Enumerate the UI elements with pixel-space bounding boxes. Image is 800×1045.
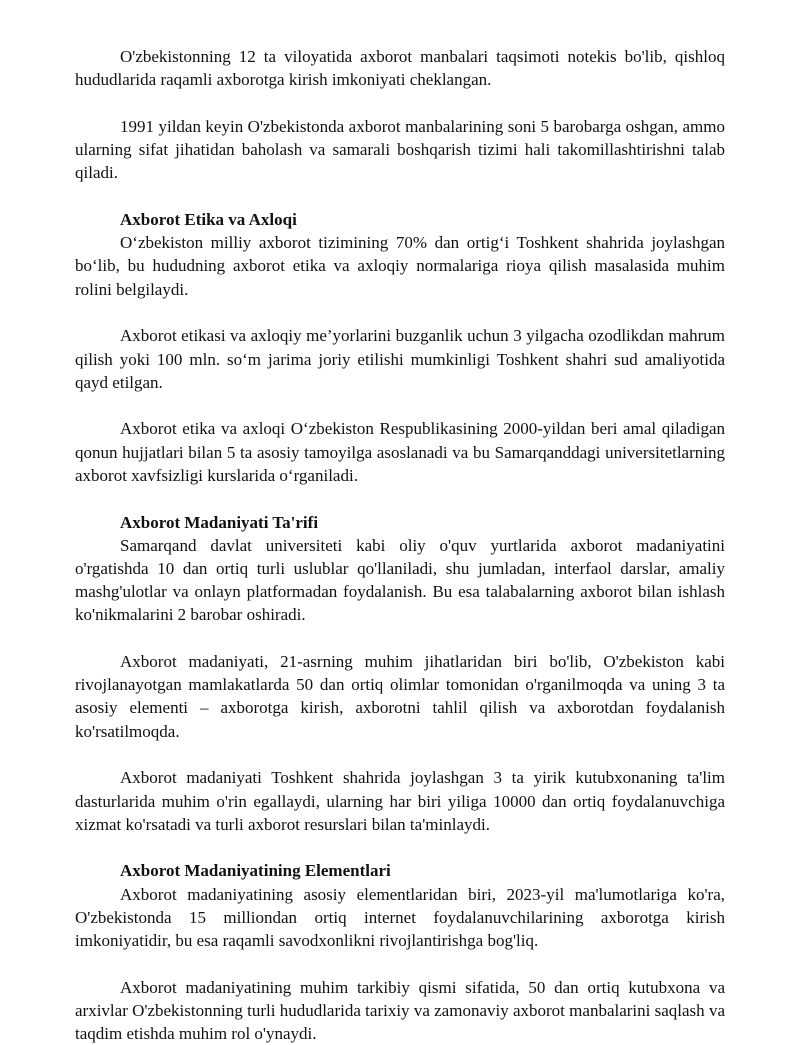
paragraph-spacer <box>75 91 725 115</box>
document-page <box>75 45 725 1045</box>
paragraph-ethics-penalties: Axborot etikasi va axloqiy me’yorlarini buzganlik uchun 3 yilgacha ozodlikdan mahrum qilish yoki 100 mln. so‘m jarima joriy etilishi mumkinligi Toshkent shahri sud amaliyotida qayd etilgan. <box>75 326 725 392</box>
section-spacer <box>75 836 725 860</box>
paragraph-spacer <box>75 394 725 418</box>
heading-culture-elements: Axborot Madaniyatining Elementlari <box>120 861 391 881</box>
heading-ethics: Axborot Etika va Axloqi <box>120 210 297 230</box>
paragraph-ethics-principles: Axborot etika va axloqi O‘zbekiston Respublikasining 2000-yildan beri amal qiladigan qonun hujjatlari bilan 5 ta asosiy tamoyilga asoslanadi va bu Samarqanddagi universitetlarning axborot xavfsizligi kurslarida o‘rganiladi. <box>75 419 725 485</box>
section-spacer <box>75 487 725 511</box>
paragraph-elements-internet: Axborot madaniyatining asosiy elementlaridan biri, 2023-yil ma'lumotlariga ko'ra, O'zbekistonda 15 milliondan ortiq internet foydalanuvchilarining axborotga kirish imkoniyatidir, bu esa raqamli savodxonlikni rivojlantirishga bog'liq. <box>75 884 725 951</box>
heading-culture-definition: Axborot Madaniyati Ta'rifi <box>120 512 319 532</box>
paragraph-culture-methods: Samarqand davlat universiteti kabi oliy o'quv yurtlarida axborot madaniyatini o'rgatishda 10 dan ortiq turli uslublar qo'llaniladi, shu jumladan, interfaol darslar, amaliy mashg'ulotlar va onlayn platformadan foydalanish. Bu esa talabalarning axborot bilan ishlash ko'nikmalarini 2 barobar oshiradi. <box>75 535 725 625</box>
paragraph-spacer <box>75 743 725 767</box>
paragraph-culture-21st-century: Axborot madaniyati, 21-asrning muhim jihatlaridan biri bo'lib, O'zbekiston kabi rivojlanayotgan mamlakatlarda 50 dan ortiq olimlar tomonidan o'rganilmoqda va uning 3 ta asosiy elementi – axborotga kirish, axborotni tahlil qilish va axborotdan foydalanish ko'rsatilmoqda. <box>75 652 725 741</box>
paragraph-ethics-tashkent: O‘zbekiston milliy axborot tizimining 70% dan ortig‘i Toshkent shahrida joylashgan bo‘lib, bu hududning axborot etika va axloqiy normalariga rioya qilish masalasida muhim rolini belgilaydi. <box>75 233 725 299</box>
section-spacer <box>75 185 725 209</box>
paragraph-elements-archives: Axborot madaniyatining muhim tarkibiy qismi sifatida, 50 dan ortiq kutubxona va arxivlar O'zbekistonning turli hududlarida tarixiy va zamonaviy axborot manbalarini saqlash va taqdim etishda muhim rol o'ynaydi. <box>75 977 725 1044</box>
paragraph-spacer <box>75 952 725 976</box>
paragraph-culture-libraries: Axborot madaniyati Toshkent shahrida joylashgan 3 ta yirik kutubxonaning ta'lim dasturlarida muhim o'rin egallaydi, ularning har biri yiliga 10000 dan ortiq foydalanuvchiga xizmat ko'rsatadi va turli axborot resurslari bilan ta'minlaydi. <box>75 768 725 834</box>
paragraph-spacer <box>75 301 725 325</box>
paragraph-spacer <box>75 627 725 651</box>
paragraph-sources-growth: 1991 yildan keyin O'zbekistonda axborot manbalarining soni 5 barobarga oshgan, ammo ularning sifat jihatidan baholash va samarali boshqarish tizimi hali takomillashtirishni talab qiladi. <box>75 116 725 183</box>
paragraph-regional-distribution: O'zbekistonning 12 ta viloyatida axborot manbalari taqsimoti notekis bo'lib, qishloq hududlarida raqamli axborotga kirish imkoniyati cheklangan. <box>75 47 725 90</box>
